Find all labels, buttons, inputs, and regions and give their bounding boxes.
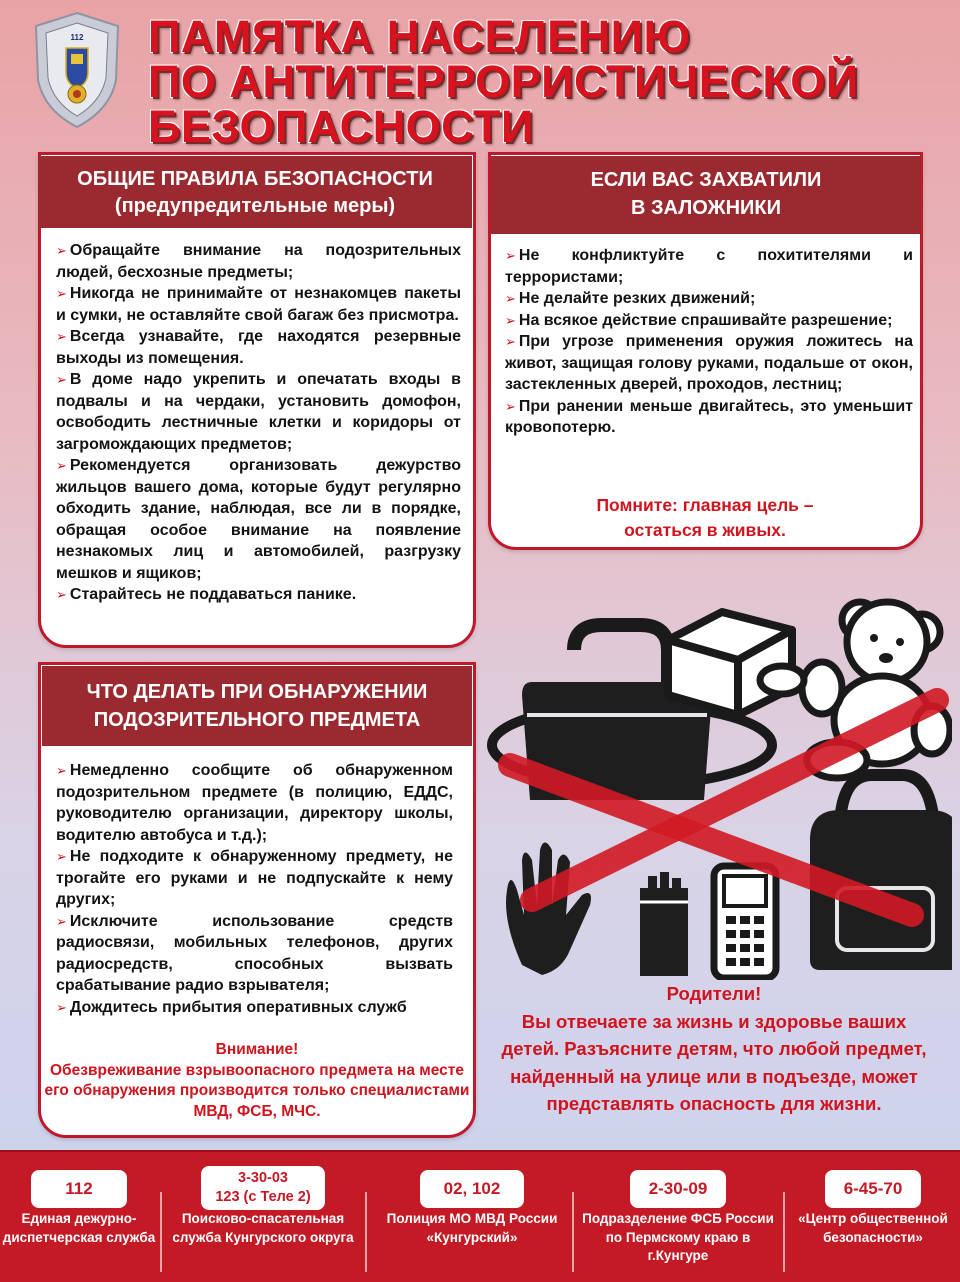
divider	[365, 1192, 367, 1272]
contact-card	[0, 1152, 158, 1282]
list-item	[56, 846, 453, 911]
suspicious-object-header	[42, 666, 472, 746]
list-item	[56, 584, 461, 606]
remember-line: Помните: главная цель –	[596, 495, 814, 515]
contact-description: Поисково-спасательная служба Кунгурского округа	[172, 1211, 354, 1245]
phone-number: 02, 102	[420, 1170, 524, 1208]
arrow-bullet-icon: ➢	[505, 291, 516, 306]
poster-title-line: ПО АНТИТЕРРОРИСТИЧЕСКОЙ	[148, 56, 859, 107]
list-item-text: Рекомендуется организовать дежурство жильцов вашего дома, которые будут регулярно обходить здание, наблюдая, все ли в порядке, обращая особое внимание на появление незнакомых лиц и автомобилей, разгрузку мешков и ящиков;	[56, 457, 461, 582]
parents-text: Вы отвечаете за жизнь и здоровье ваших детей. Разъясните детям, что любой предмет, найденный на улице или в подъезде, может представлять опасность для жизни.	[501, 1010, 927, 1114]
phone-number: 6-45-70	[825, 1170, 921, 1208]
list-item	[56, 240, 461, 283]
attention-title: Внимание!	[215, 1041, 299, 1058]
list-item-text: Не делайте резких движений;	[518, 290, 756, 307]
arrow-bullet-icon: ➢	[56, 849, 67, 864]
list-item-text: Не конфликтуйте с похитителями и террористами;	[505, 247, 913, 286]
list-item	[56, 326, 461, 369]
poster-title-line: БЕЗОПАСНОСТИ	[148, 101, 534, 152]
arrow-bullet-icon: ➢	[56, 763, 67, 778]
arrow-bullet-icon: ➢	[505, 398, 516, 414]
hostage-title-line: ЕСЛИ ВАС ЗАХВАТИЛИ	[590, 169, 822, 191]
mobile-phone-icon	[714, 866, 776, 978]
parents-warning	[494, 980, 934, 1118]
list-item	[505, 396, 913, 439]
general-rules-title: ОБЩИЕ ПРАВИЛА БЕЗОПАСНОСТИ	[77, 168, 433, 190]
list-item-text: Старайтесь не поддаваться панике.	[69, 586, 357, 603]
contact-description: Единая дежурно-диспетчерская служба	[2, 1211, 156, 1245]
list-item-text: Никогда не принимайте от незнакомцев пакеты и сумки, не оставляйте свой багаж без присмотра.	[56, 285, 461, 324]
contact-description: Полиция МО МВД России «Кунгурский»	[386, 1211, 558, 1245]
divider	[160, 1192, 162, 1272]
arrow-bullet-icon: ➢	[505, 248, 516, 263]
list-item	[56, 455, 461, 584]
arrow-bullet-icon: ➢	[505, 334, 516, 349]
remember-note	[490, 493, 920, 543]
poster-title	[148, 11, 948, 152]
phone-number: 112	[31, 1170, 127, 1208]
list-item-text: Дождитесь прибытия оперативных служб	[69, 998, 407, 1016]
list-item-text: Обращайте внимание на подозрительных людей, бесхозные предметы;	[56, 242, 461, 281]
phone-line: 3-30-03	[238, 1170, 288, 1186]
arrow-bullet-icon: ➢	[56, 587, 67, 602]
hostage-rules-list	[505, 245, 913, 439]
arrow-bullet-icon: ➢	[56, 913, 67, 929]
contact-card	[578, 1152, 778, 1282]
attention-note	[42, 1040, 472, 1122]
arrow-bullet-icon: ➢	[56, 372, 67, 387]
list-item	[505, 331, 913, 396]
list-item	[56, 283, 461, 326]
general-rules-list	[56, 240, 461, 606]
emblem-shield-icon	[30, 10, 124, 130]
list-item	[505, 310, 913, 332]
divider	[572, 1192, 574, 1272]
general-rules-header	[38, 156, 472, 228]
cigarette-pack-icon	[640, 872, 688, 976]
list-item-text: При угрозе применения оружия ложитесь на живот, защищая голову руками, подальше от окон, застекленных дверей, проходов, лестниц;	[505, 333, 913, 393]
hostage-header	[491, 156, 921, 234]
arrow-bullet-icon: ➢	[56, 999, 67, 1015]
phone-number	[201, 1166, 325, 1210]
contact-card	[790, 1152, 956, 1282]
arrow-bullet-icon: ➢	[56, 329, 67, 344]
list-item	[56, 911, 453, 997]
list-item	[56, 369, 461, 455]
attention-text: Обезвреживание взрывоопасного предмета на месте его обнаружения производится только специалистами МВД, ФСБ, МЧС.	[44, 1061, 470, 1120]
list-item-text: Всегда узнавайте, где находятся резервные выходы из помещения.	[56, 328, 461, 367]
hostage-title-line: В ЗАЛОЖНИКИ	[630, 197, 782, 219]
phone-number: 2-30-09	[630, 1170, 726, 1208]
emblem-number: 112	[70, 33, 84, 42]
contact-description: «Центр общественной безопасности»	[798, 1211, 948, 1245]
list-item-text: Немедленно сообщите об обнаруженном подозрительном предмете (в полицию, ЕДДС, руководителю организации, директору школы, водителю автобуса и т.д.);	[56, 762, 453, 844]
suspicious-title-line: ЧТО ДЕЛАТЬ ПРИ ОБНАРУЖЕНИИ	[86, 681, 428, 703]
remember-line: остаться в живых.	[624, 520, 786, 540]
list-item	[505, 245, 913, 288]
contact-card	[372, 1152, 572, 1282]
list-item-text: При ранении меньше двигайтесь, это уменьшит кровопотерю.	[505, 397, 913, 436]
arrow-bullet-icon: ➢	[56, 458, 67, 473]
list-item-text: Не подходите к обнаруженному предмету, не трогайте его руками и не подпускайте к нему других;	[56, 848, 453, 908]
arrow-bullet-icon: ➢	[56, 243, 67, 258]
list-item-text: В доме надо укрепить и опечатать входы в подвалы и на чердаки, установить домофон, освободить лестничные клетки и коридоры от загромождающих предметов;	[56, 371, 461, 453]
suspicious-title-line: ПОДОЗРИТЕЛЬНОГО ПРЕДМЕТА	[93, 709, 421, 731]
suspicious-objects-illustration	[482, 570, 952, 980]
arrow-bullet-icon: ➢	[505, 312, 516, 328]
contacts-footer	[0, 1150, 960, 1282]
suspicious-rules-list	[56, 760, 453, 1018]
phone-line: 123 (с Теле 2)	[215, 1189, 311, 1205]
contact-card	[168, 1152, 358, 1282]
parents-title: Родители!	[666, 983, 762, 1004]
list-item-text: На всякое действие спрашивайте разрешение;	[518, 311, 893, 329]
poster-title-line: ПАМЯТКА НАСЕЛЕНИЮ	[148, 11, 691, 62]
arrow-bullet-icon: ➢	[56, 286, 67, 301]
general-rules-subtitle: (предупредительные меры)	[114, 195, 396, 217]
list-item	[56, 997, 453, 1019]
list-item-text: Исключите использование средств радиосвязи, мобильных телефонов, других радиосредств, способных вызвать срабатывание радио взрывателя;	[56, 912, 453, 994]
list-item	[505, 288, 913, 310]
hand-icon	[506, 843, 591, 976]
divider	[783, 1192, 785, 1272]
list-item	[56, 760, 453, 846]
contact-description: Подразделение ФСБ России по Пермскому краю в г.Кунгуре	[582, 1211, 774, 1263]
